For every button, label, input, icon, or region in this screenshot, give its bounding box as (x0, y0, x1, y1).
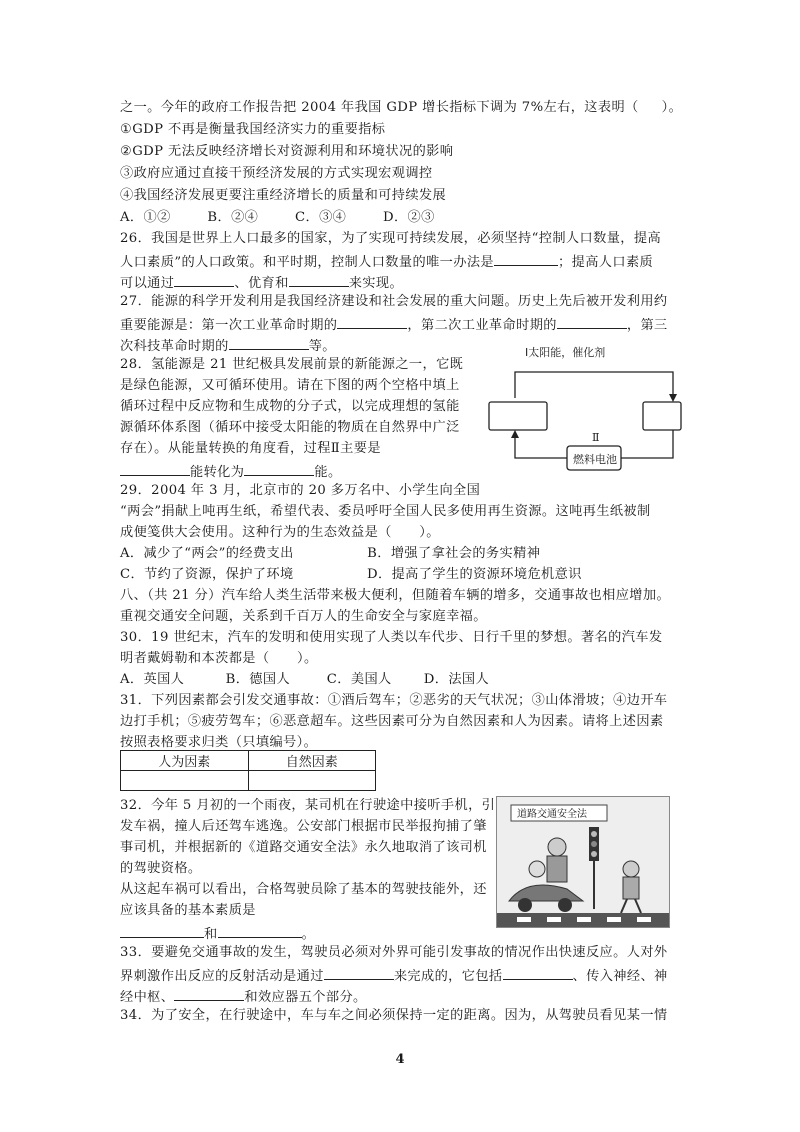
classification-table (120, 750, 376, 791)
cartoon-illustration (497, 797, 669, 927)
q32-blank-2[interactable] (218, 924, 302, 938)
q32-line-1: 32．今年 5 月初的一个雨夜，某司机在行驶途中接听手机，引 (120, 798, 496, 813)
q33-line-1: 33．要避免交通事故的发生，驾驶员必须对外界可能引发事故的情况作出快速反应。人对外 (120, 945, 668, 960)
road-safety-cartoon (496, 796, 670, 928)
q29-choices-1: A．减少了“两会”的经费支出 B．增强了拿社会的务实精神 (120, 546, 541, 561)
q26-text-d: 、优育和 (234, 276, 289, 291)
q27-text-e: 等。 (308, 339, 336, 354)
q33-blank-3[interactable] (174, 987, 244, 1001)
diagram-mid-label: Ⅱ (592, 431, 600, 444)
q32-line-4: 的驾驶资格。 (120, 861, 202, 876)
q26-blank-3[interactable] (289, 273, 349, 287)
q25-choices: A．①② B．②④ C．③④ D．②③ (120, 210, 435, 225)
q26-line-2 (120, 252, 653, 271)
q27-blank-2[interactable] (557, 315, 627, 329)
q33-line-3 (120, 987, 367, 1006)
q30-line-2: 明者戴姆勒和本茨都是（ ）。 (120, 651, 318, 666)
q29-line-1: 29．2004 年 3 月，北京市的 20 多万名中、小学生向全国 (120, 483, 481, 498)
q33-blank-1[interactable] (324, 966, 394, 980)
diagram-right-box[interactable] (643, 402, 681, 430)
table-cell-human[interactable] (121, 771, 249, 791)
q33-blank-2[interactable] (503, 966, 573, 980)
q25-stem: 之一。今年的政府工作报告把 2004 年我国 GDP 增长指标下调为 7%左右，这表明（ ）。 (120, 100, 683, 115)
q34-line-1: 34．为了安全，在行驶途中，车与车之间必须保持一定的距离。因为，从驾驶员看见某一情 (120, 1008, 668, 1023)
q28-line-4: 源循环体系图（循环中接受太阳能的物质在自然界中广泛 (120, 420, 460, 435)
q25-option-2: ②GDP 无法反映经济增长对资源利用和环境状况的影响 (120, 144, 454, 159)
q31-line-2: 边打手机；⑤疲劳驾车；⑥恶意超车。这些因素可分为自然因素和人为因素。请将上述因素 (120, 714, 664, 729)
arrow-down-icon (669, 394, 677, 402)
diagram-top-path (515, 372, 673, 398)
police-officer-figure (547, 856, 567, 882)
table-header-natural: 自然因素 (248, 751, 376, 771)
q28-blank-2[interactable] (244, 462, 314, 476)
q32-line-3: 事司机，并根据新的《道路交通安全法》永久地取消了该司机 (120, 840, 487, 855)
q32-line-5: 从这起车祸可以看出，合格驾驶员除了基本的驾驶技能外，还 (120, 882, 487, 897)
q29-line-2: “两会”捐献上吨再生纸，希望代表、委员呼吁全国人民多使用再生资源。这吨再生纸被制 (120, 504, 651, 519)
q32-line-7 (120, 924, 315, 943)
q28-text-b: 能。 (314, 465, 342, 480)
q27-text-b: ，第二次工业革命时期的 (407, 318, 557, 333)
q32-line-6: 应该具备的基本素质是 (120, 903, 256, 918)
table-row (121, 771, 376, 791)
q28-line-5: 存在）。从能量转换的角度看，过程Ⅱ主要是 (120, 441, 381, 456)
q33-line-2 (120, 966, 668, 985)
q33-text-e: 和效应器五个部分。 (244, 990, 367, 1005)
q32-text-a: 和 (204, 927, 218, 942)
q27-line-2 (120, 315, 668, 334)
table-header-human: 人为因素 (121, 751, 249, 771)
q27-text-c: ，第三 (626, 318, 668, 333)
q29-choices-2: C．节约了资源，保护了环境 D．提高了学生的资源环境危机意识 (120, 567, 582, 582)
table-cell-natural[interactable] (248, 771, 376, 791)
section8-line-1: 八、（共 21 分）汽车给人类生活带来极大便利，但随着车辆的增多，交通事故也相应增加。 (120, 588, 671, 603)
q26-text-c: 可以通过 (120, 276, 175, 291)
q32-text-b: 。 (301, 927, 316, 942)
q26-text-e: 来实现。 (348, 276, 404, 291)
q28-line-3: 循环过程中反应物和生成物的分子式，以完成理想的氢能 (120, 399, 460, 414)
q26-text-b: ；提高人口素质 (558, 255, 654, 270)
q28-line-2: 是绿色能源，又可循环使用。请在下图的两个空格中填上 (120, 378, 460, 393)
q27-line-3 (120, 336, 336, 355)
q25-option-3: ③政府应通过直接干预经济发展的方式实现宏观调控 (120, 166, 433, 181)
q27-line-1: 27．能源的科学开发利用是我国经济建设和社会发展的重大问题。历史上先后被开发利用约 (120, 294, 668, 309)
cartoon-sign-text: 道路交通安全法 (517, 809, 587, 820)
q27-text-d: 次科技革命时期的 (120, 339, 229, 354)
q28-line-6 (120, 462, 342, 481)
q29-line-3: 成便笺供大会使用。这种行为的生态效益是（ ）。 (120, 525, 440, 540)
q27-text-a: 重要能源是：第一次工业革命时期的 (120, 318, 338, 333)
q31-line-1: 31．下列因素都会引发交通事故：①酒后驾车；②恶劣的天气状况；③山体滑坡；④边开车 (120, 693, 668, 708)
q26-blank-1[interactable] (494, 252, 558, 266)
q33-text-c: 、传入神经、神 (572, 969, 668, 984)
diagram-top-label: Ⅰ太阳能，催化剂 (525, 346, 606, 359)
page-number: 4 (395, 1052, 405, 1067)
q30-line-1: 30．19 世纪末，汽车的发明和使用实现了人类以车代步、日行千里的梦想。著名的汽车发 (120, 630, 663, 645)
q28-line-1: 28．氢能源是 21 世纪极具发展前景的新能源之一，它既 (120, 357, 464, 372)
section8-line-2: 重视交通安全问题，关系到千百万人的生命安全与家庭幸福。 (120, 609, 487, 624)
q25-option-4: ④我国经济发展更要注重经济增长的质量和可持续发展 (120, 188, 447, 203)
diagram-left-path (515, 434, 567, 458)
q28-blank-1[interactable] (120, 462, 190, 476)
q32-line-2: 发车祸，撞人后还驾车逃逸。公安部门根据市民举报拘捕了肇 (120, 819, 487, 834)
q33-text-b: 来完成的，它包括 (393, 969, 503, 984)
q28-text-a: 能转化为 (190, 465, 245, 480)
q33-text-a: 界刺激作出反应的反射活动是通过 (120, 969, 324, 984)
q32-blank-1[interactable] (120, 924, 204, 938)
diagram-right-path (621, 430, 673, 458)
q25-option-1: ①GDP 不再是衡量我国经济实力的重要指标 (120, 122, 386, 137)
pedestrian-figure (623, 877, 639, 899)
q30-choices: A．英国人 B．德国人 C．美国人 D．法国人 (120, 672, 490, 687)
hydrogen-cycle-diagram (487, 342, 683, 482)
q26-line-1: 26．我国是世界上人口最多的国家，为了实现可持续发展，必须坚持“控制人口数量，提高 (120, 231, 662, 246)
q26-blank-2[interactable] (174, 273, 234, 287)
q27-blank-3[interactable] (229, 336, 309, 350)
diagram-fuel-cell-label: 燃料电池 (573, 453, 617, 466)
arrow-up-icon (511, 430, 519, 438)
diagram-left-box[interactable] (489, 402, 547, 430)
q26-text-a: 人口素质”的人口政策。和平时期，控制人口数量的唯一办法是 (120, 255, 495, 270)
q27-blank-1[interactable] (337, 315, 407, 329)
q26-line-3 (120, 273, 403, 292)
table-header-row (121, 751, 376, 771)
q33-text-d: 经中枢、 (120, 990, 175, 1005)
q31-line-3: 按照表格要求归类（只填编号）。 (120, 735, 318, 750)
